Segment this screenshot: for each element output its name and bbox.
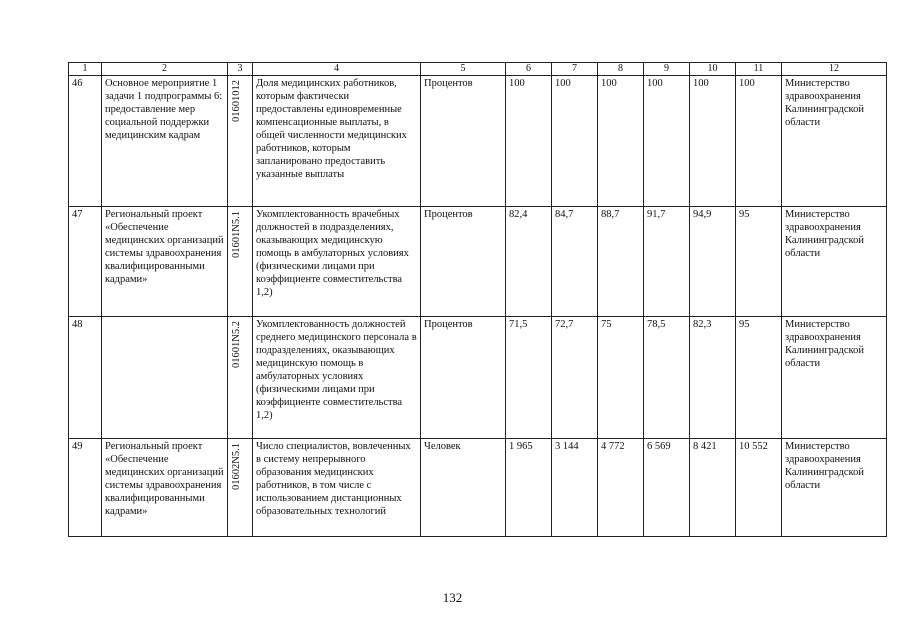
- row-number: 48: [69, 317, 102, 439]
- value-cell: 1 965: [506, 439, 552, 537]
- event-cell: Основное мероприятие 1 задачи 1 подпрограммы 6: предоставление мер социальной поддержки медицинским кадрам: [102, 76, 228, 207]
- code-text: 01601N5.1: [231, 211, 242, 258]
- executor-cell: Министерство здравоохранения Калининградской области: [782, 207, 887, 317]
- value-cell: 6 569: [644, 439, 690, 537]
- unit-cell: Процентов: [421, 207, 506, 317]
- table-row: [69, 439, 887, 537]
- value-cell: 100: [598, 76, 644, 207]
- code-cell: [228, 76, 253, 207]
- indicators-table: [68, 62, 887, 537]
- value-cell: 72,7: [552, 317, 598, 439]
- indicator-cell: Доля медицинских работников, которым фактически предоставлены единовременные компенсационные выплаты, в общей численности медицинских работников, которым запланировано предоставить указанные выплаты: [253, 76, 421, 207]
- page-number: 132: [442, 590, 463, 605]
- unit-cell: Человек: [421, 439, 506, 537]
- executor-cell: Министерство здравоохранения Калининградской области: [782, 317, 887, 439]
- executor-cell: Министерство здравоохранения Калининградской области: [782, 76, 887, 207]
- unit-cell: Процентов: [421, 317, 506, 439]
- value-cell: 75: [598, 317, 644, 439]
- header-cell: 3: [228, 63, 253, 76]
- header-cell: 7: [552, 63, 598, 76]
- event-cell: Региональный проект «Обеспечение медицинских организаций системы здравоохранения квалифицированными кадрами»: [102, 207, 228, 317]
- unit-cell: Процентов: [421, 76, 506, 207]
- executor-cell: Министерство здравоохранения Калининградской области: [782, 439, 887, 537]
- event-cell: Региональный проект «Обеспечение медицинских организаций системы здравоохранения квалифицированными кадрами»: [102, 439, 228, 537]
- value-cell: 82,3: [690, 317, 736, 439]
- value-cell: 4 772: [598, 439, 644, 537]
- value-cell: 3 144: [552, 439, 598, 537]
- value-cell: 8 421: [690, 439, 736, 537]
- header-row: [69, 63, 887, 76]
- value-cell: 100: [736, 76, 782, 207]
- code-cell: [228, 207, 253, 317]
- value-cell: 100: [690, 76, 736, 207]
- value-cell: 71,5: [506, 317, 552, 439]
- indicator-cell: Укомплектованность должностей среднего медицинского персонала в подразделениях, оказывающих медицинскую помощь в амбулаторных условиях (физическими лицами при коэффициенте совместительства 1,2): [253, 317, 421, 439]
- indicator-cell: Число специалистов, вовлеченных в систему непрерывного образования медицинских работников, в том числе с использованием дистанционных образовательных технологий: [253, 439, 421, 537]
- value-cell: 95: [736, 317, 782, 439]
- header-cell: 6: [506, 63, 552, 76]
- table-row: [69, 317, 887, 439]
- row-number: 49: [69, 439, 102, 537]
- value-cell: 10 552: [736, 439, 782, 537]
- value-cell: 100: [644, 76, 690, 207]
- header-cell: 11: [736, 63, 782, 76]
- header-cell: 8: [598, 63, 644, 76]
- header-cell: 1: [69, 63, 102, 76]
- value-cell: 95: [736, 207, 782, 317]
- header-cell: 2: [102, 63, 228, 76]
- row-number: 46: [69, 76, 102, 207]
- table-row: [69, 207, 887, 317]
- value-cell: 88,7: [598, 207, 644, 317]
- value-cell: 78,5: [644, 317, 690, 439]
- code-text: 01601N5.2: [231, 321, 242, 368]
- value-cell: 100: [552, 76, 598, 207]
- value-cell: 94,9: [690, 207, 736, 317]
- header-cell: 5: [421, 63, 506, 76]
- value-cell: 84,7: [552, 207, 598, 317]
- code-text: 01602N5.1: [231, 443, 242, 490]
- indicator-cell: Укомплектованность врачебных должностей в подразделениях, оказывающих медицинскую помощь в амбулаторных условиях (физическими лицами при коэффициенте совместительства 1,2): [253, 207, 421, 317]
- value-cell: 82,4: [506, 207, 552, 317]
- header-cell: 9: [644, 63, 690, 76]
- value-cell: 100: [506, 76, 552, 207]
- event-cell-empty: [102, 317, 228, 439]
- header-cell: 10: [690, 63, 736, 76]
- row-number: 47: [69, 207, 102, 317]
- table-row: [69, 76, 887, 207]
- value-cell: 91,7: [644, 207, 690, 317]
- header-cell: 4: [253, 63, 421, 76]
- code-cell: [228, 439, 253, 537]
- code-cell: [228, 317, 253, 439]
- header-cell: 12: [782, 63, 887, 76]
- code-text: 01601012: [231, 80, 242, 122]
